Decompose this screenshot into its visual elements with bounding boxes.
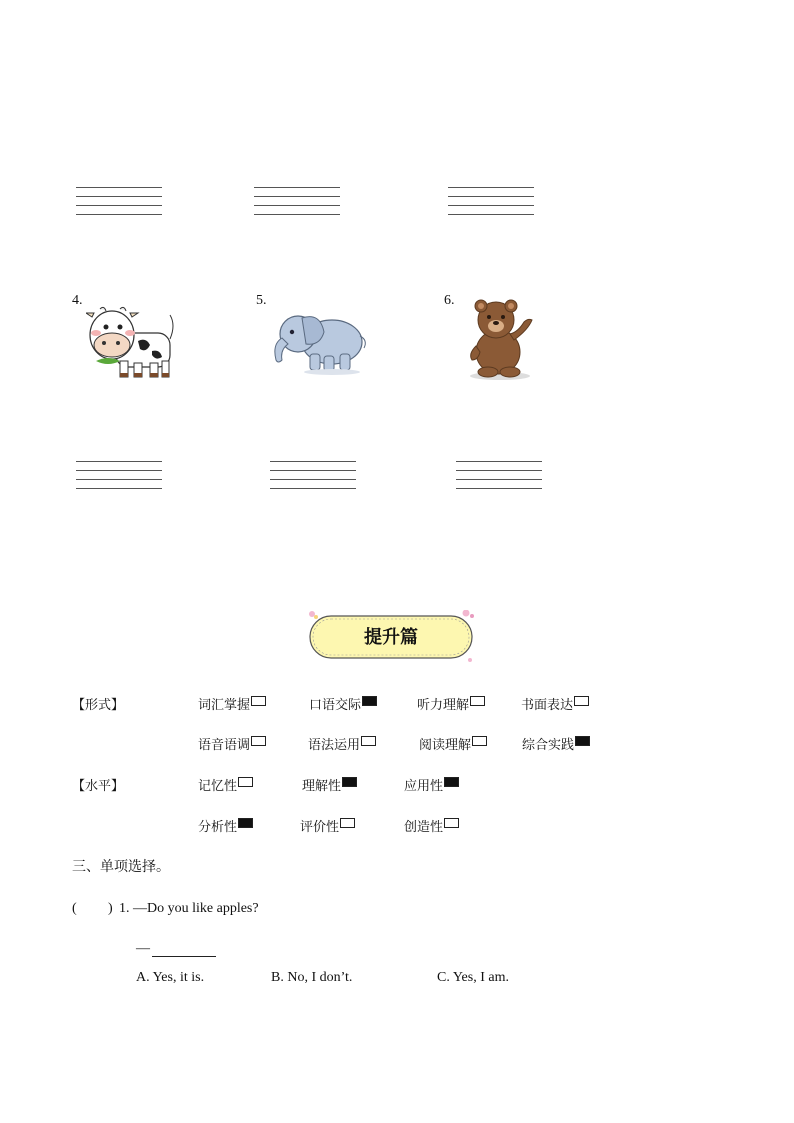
question-text: 1. —Do you like apples? [119, 901, 259, 916]
checkbox[interactable] [362, 696, 377, 706]
item-number-4: 4. [72, 293, 83, 308]
cow-icon [86, 305, 178, 381]
checkbox[interactable] [574, 696, 589, 706]
checkbox[interactable] [340, 818, 355, 828]
banner-title: 提升篇 [364, 627, 418, 648]
checkbox[interactable] [251, 736, 266, 746]
writing-lines-6 [456, 461, 542, 497]
writing-lines-5 [270, 461, 356, 497]
choice-b[interactable]: B. No, I don’t. [271, 970, 353, 985]
form-label: 【形式】 [72, 698, 125, 713]
answer-paren-open: ( [72, 901, 77, 916]
form-option-reading[interactable]: 阅读理解 [419, 734, 487, 753]
writing-lines-4 [76, 461, 162, 497]
choice-c[interactable]: C. Yes, I am. [437, 970, 509, 985]
checkbox[interactable] [238, 777, 253, 787]
writing-lines-1 [76, 187, 162, 223]
form-option-writing[interactable]: 书面表达 [521, 694, 589, 713]
choice-a[interactable]: A. Yes, it is. [136, 970, 205, 985]
form-option-vocabulary[interactable]: 词汇掌握 [198, 694, 266, 713]
level-label: 【水平】 [72, 779, 125, 794]
level-option-creation[interactable]: 创造性 [404, 816, 459, 835]
level-option-evaluation[interactable]: 评价性 [300, 816, 355, 835]
form-option-speaking[interactable]: 口语交际 [309, 694, 377, 713]
form-option-practice[interactable]: 综合实践 [522, 734, 590, 753]
checkbox[interactable] [575, 736, 590, 746]
checkbox[interactable] [251, 696, 266, 706]
item-number-5: 5. [256, 293, 267, 308]
answer-dash: — [136, 941, 150, 956]
form-option-grammar[interactable]: 语法运用 [308, 734, 376, 753]
section-title: 三、单项选择。 [72, 859, 170, 875]
checkbox[interactable] [444, 818, 459, 828]
form-option-listening[interactable]: 听力理解 [417, 694, 485, 713]
form-option-pronunciation[interactable]: 语音语调 [198, 734, 266, 753]
bear-icon [466, 298, 536, 382]
level-option-memory[interactable]: 记忆性 [198, 775, 253, 794]
writing-lines-3 [448, 187, 534, 223]
writing-lines-2 [254, 187, 340, 223]
level-option-understanding[interactable]: 理解性 [302, 775, 357, 794]
answer-paren-close: ) [108, 901, 113, 916]
elephant-icon [272, 306, 368, 378]
checkbox[interactable] [238, 818, 253, 828]
checkbox[interactable] [361, 736, 376, 746]
level-option-application[interactable]: 应用性 [404, 775, 459, 794]
checkbox[interactable] [444, 777, 459, 787]
checkbox[interactable] [342, 777, 357, 787]
answer-blank[interactable] [152, 956, 216, 957]
checkbox[interactable] [472, 736, 487, 746]
level-option-analysis[interactable]: 分析性 [198, 816, 253, 835]
checkbox[interactable] [470, 696, 485, 706]
item-number-6: 6. [444, 293, 455, 308]
